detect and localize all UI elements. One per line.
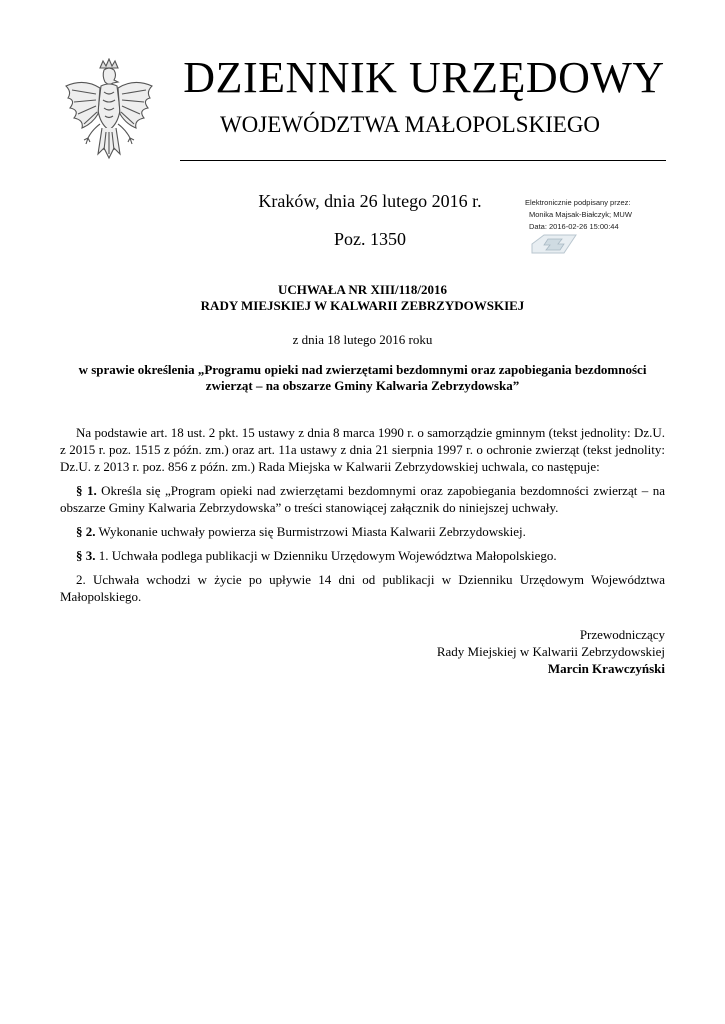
resolution-body	[60, 424, 665, 612]
section-2-paragraph	[60, 523, 665, 540]
signature-line-3: Data: 2016-02-26 15:00:44	[529, 222, 619, 231]
publication-date: Kraków, dnia 26 lutego 2016 r.	[258, 191, 482, 211]
eagle-emblem-icon	[60, 58, 158, 170]
resolution-date: z dnia 18 lutego 2016 roku	[292, 332, 433, 347]
section-3-paragraph	[60, 547, 665, 564]
signature-line-2: Monika Majsak-Białczyk; MUW	[529, 210, 632, 219]
electronic-signature-block	[525, 197, 685, 233]
signatory-block	[437, 626, 665, 677]
signature-seal-icon	[530, 233, 578, 255]
signatory-role: Przewodniczący	[579, 627, 665, 642]
section-3-text: 1. Uchwała podlega publikacji w Dzienniku Urzędowym Województwa Małopolskiego.	[95, 548, 557, 563]
journal-subtitle: WOJEWÓDZTWA MAŁOPOLSKIEGO	[219, 112, 601, 137]
section-1-paragraph	[60, 482, 665, 516]
resolution-number: UCHWAŁA NR XIII/118/2016	[277, 282, 448, 297]
section-3-label: § 3.	[76, 548, 96, 563]
resolution-council: RADY MIEJSKIEJ W KALWARII ZEBRZYDOWSKIEJ	[200, 298, 525, 313]
preamble-paragraph: Na podstawie art. 18 ust. 2 pkt. 15 ustawy z dnia 8 marca 1990 r. o samorządzie gminnym (tekst jednolity: Dz.U. z 2015 r. poz. 1515 z późn. zm.) oraz art. 11a ustawy z dnia 21 sierpnia 1997 r. o ochronie zwierząt (tekst jednolity: Dz.U. z 2013 r. poz. 856 z późn. zm.) Rada Miejska w Kalwarii Zebrzydowskiej uchwala, co następuje:	[60, 425, 665, 474]
section-1-text: Określa się „Program opieki nad zwierzętami bezdomnymi oraz zapobiegania bezdomności zwierząt – na obszarze Gminy Kalwaria Zebrzydowska” o treści stanowiącej załącznik do niniejszej uchwały.	[60, 483, 666, 515]
section-1-label: § 1.	[76, 483, 97, 498]
signature-line-1: Elektronicznie podpisany przez:	[525, 198, 631, 207]
section-2-text: Wykonanie uchwały powierza się Burmistrzowi Miasta Kalwarii Zebrzydowskiej.	[95, 524, 526, 539]
section-2-label: § 2.	[76, 524, 96, 539]
position-number: Poz. 1350	[334, 229, 406, 249]
resolution-subject-line-2: zwierząt – na obszarze Gminy Kalwaria Zebrzydowska”	[205, 378, 520, 393]
journal-title: DZIENNIK URZĘDOWY	[183, 53, 665, 102]
section-3-point-2: 2. Uchwała wchodzi w życie po upływie 14 dni od publikacji w Dzienniku Urzędowym Województwa Małopolskiego.	[60, 572, 665, 604]
signatory-name: Marcin Krawczyński	[547, 661, 665, 676]
resolution-subject-line-1: w sprawie określenia „Programu opieki nad zwierzętami bezdomnymi oraz zapobiegania bezdomności	[78, 362, 647, 377]
header-rule	[180, 160, 666, 161]
signatory-body: Rady Miejskiej w Kalwarii Zebrzydowskiej	[436, 644, 665, 659]
